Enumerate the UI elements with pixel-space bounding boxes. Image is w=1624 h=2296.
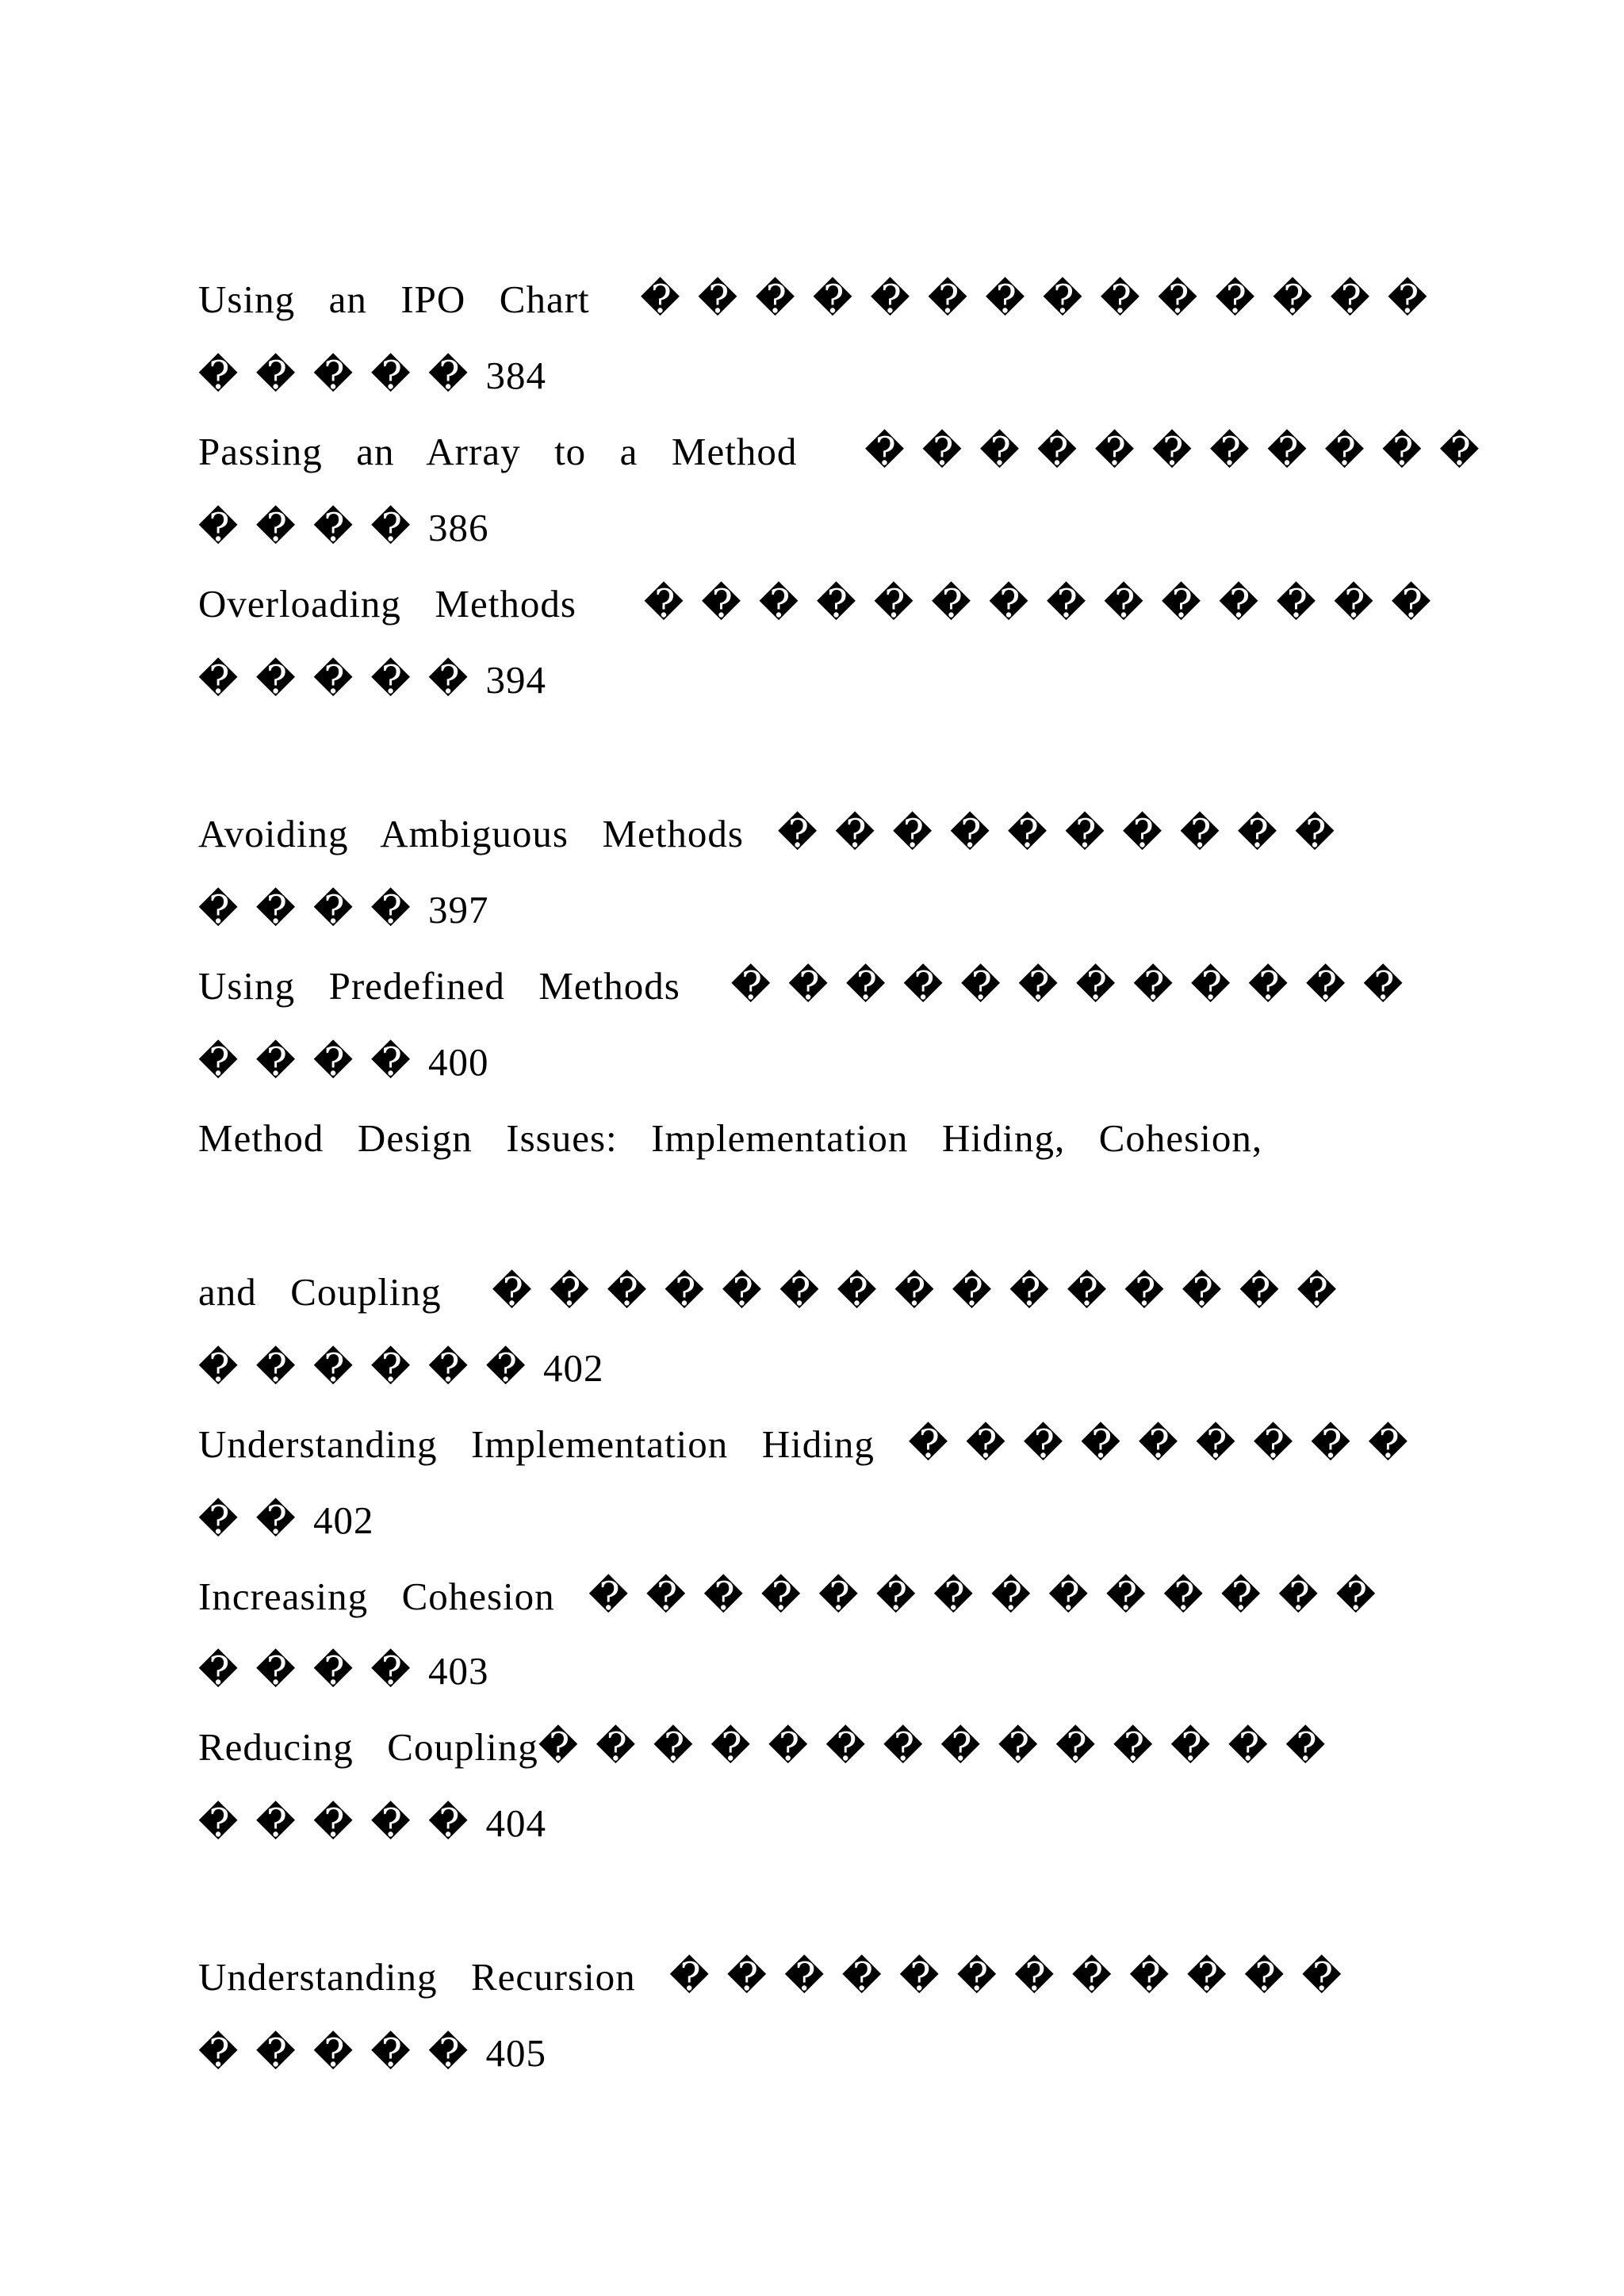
toc-entry-passing-array-title: Passing an Array to a Method � � � � � � � � � � �	[198, 430, 1480, 473]
toc-entry-recursion-title: Understanding Recursion � � � � � � � � � � � �	[198, 1955, 1342, 1999]
toc-entry-reducing-coupling-page: � � � � � 404	[198, 1801, 546, 1845]
toc-entry-cohesion-page: � � � � 403	[198, 1649, 489, 1693]
toc-entry-implementation-hiding-title: Understanding Implementation Hiding � � � � � � � � �	[198, 1422, 1409, 1466]
toc-entry-predefined-page: � � � � 400	[198, 1040, 489, 1084]
toc-entry-passing-array-page: � � � � 386	[198, 506, 489, 549]
toc-entry-predefined-title: Using Predefined Methods � � � � � � � � � � � �	[198, 964, 1404, 1008]
toc-entry-overloading-page: � � � � � 394	[198, 658, 546, 702]
toc-entry-implementation-hiding-page: � � 402	[198, 1498, 374, 1542]
toc-entry-coupling-title: and Coupling � � � � � � � � � � � � � � �	[198, 1270, 1338, 1314]
toc-entry-ipo-chart-title: Using an IPO Chart � � � � � � � � � � � � � �	[198, 277, 1429, 321]
toc-entry-recursion-page: � � � � � 405	[198, 2031, 546, 2075]
toc-entry-ipo-chart-page: � � � � � 384	[198, 354, 546, 397]
toc-entry-overloading-title: Overloading Methods � � � � � � � � � � � � � �	[198, 582, 1432, 626]
toc-entry-coupling-page: � � � � � � 402	[198, 1346, 604, 1390]
toc-entry-reducing-coupling-title: Reducing Coupling� � � � � � � � � � � � � �	[198, 1725, 1327, 1769]
toc-entry-ambiguous-page: � � � � 397	[198, 888, 489, 932]
toc-entry-ambiguous-title: Avoiding Ambiguous Methods � � � � � � � � � �	[198, 812, 1336, 855]
toc-entry-design-issues-title: Method Design Issues: Implementation Hiding, Cohesion,	[198, 1116, 1263, 1160]
toc-entry-cohesion-title: Increasing Cohesion � � � � � � � � � � � � � �	[198, 1575, 1377, 1618]
